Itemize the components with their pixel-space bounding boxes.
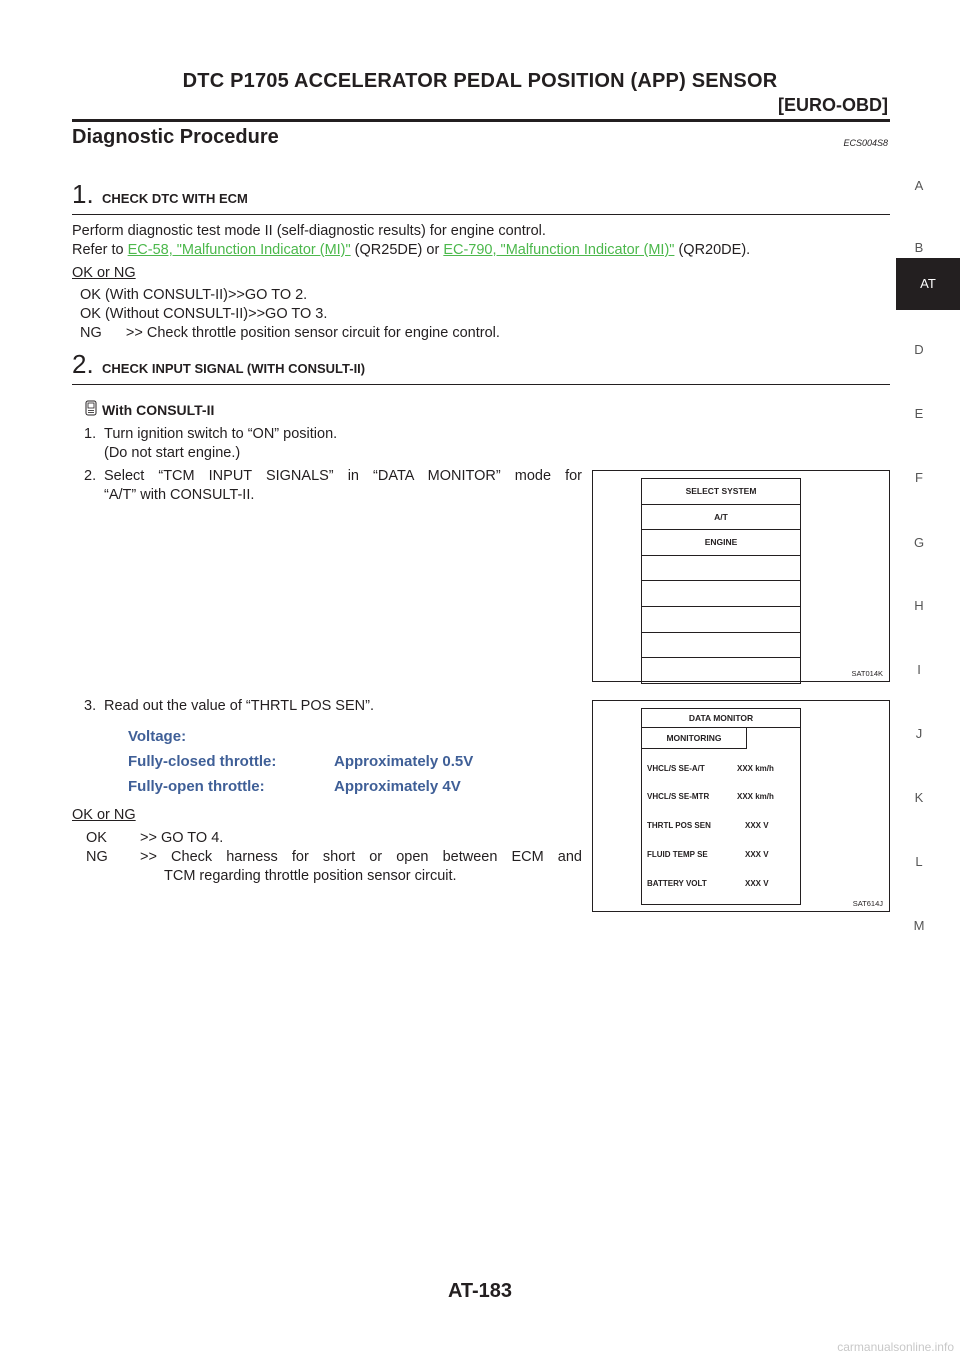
step-1-result-2: OK (Without CONSULT-II)>>GO TO 3. [80,306,328,322]
consult-icon [84,400,98,421]
with-consult-label: With CONSULT-II [102,402,215,418]
item-1-text-a: Turn ignition switch to “ON” position. [104,426,338,442]
menu-row-empty [642,633,800,659]
monitor-row [647,792,774,801]
step-2-ok-code: OK [86,830,107,846]
step-1-instruction: Perform diagnostic test mode II (self-diagnostic results) for engine control. [72,223,546,239]
figure-select-system [592,470,890,682]
item-2-number: 2. [84,468,97,484]
side-index-f[interactable]: F [915,470,923,485]
menu-row-title: SELECT SYSTEM [642,479,800,505]
menu-row-empty [642,556,800,582]
spec-voltage-label: Voltage: [128,728,187,745]
section-title: Diagnostic Procedure [72,126,279,148]
step-2-ok-ng: OK or NG [72,807,136,823]
page-header-title: DTC P1705 ACCELERATOR PEDAL POSITION (APP) SENSOR [182,70,778,92]
monitor-row-name: VHCL/S SE-A/T [647,764,705,773]
item-2-text-b: “A/T” with CONSULT-II. [104,487,255,503]
monitor-row-value: XXX V [745,879,769,888]
figure-1-code: SAT014K [851,669,883,678]
side-index-j[interactable]: J [915,726,923,741]
monitor-row-name: FLUID TEMP SE [647,850,708,859]
menu-row-at: A/T [642,505,800,531]
monitor-row [647,764,774,773]
menu-row-empty [642,658,800,683]
step-2-ng-code: NG [86,849,108,865]
ref-prefix: Refer to [72,242,128,258]
spec-open-label: Fully-open throttle: [128,778,265,795]
side-index-at[interactable]: AT [896,258,960,310]
monitor-row-name: THRTL POS SEN [647,821,711,830]
page-number: AT-183 [447,1280,513,1302]
monitoring-label: MONITORING [642,728,747,749]
step-2-heading [72,348,890,385]
monitor-row-value: XXX km/h [737,792,774,801]
step-2-ng-text-b: TCM regarding throttle position sensor circuit. [164,868,457,884]
link-ec-58[interactable]: EC-58, "Malfunction Indicator (MI)" [127,242,351,258]
select-system-menu [641,478,801,684]
menu-row-engine: ENGINE [642,530,800,556]
step-2-ok-text: >> GO TO 4. [140,830,224,846]
item-1-number: 1. [84,426,97,442]
side-index-l[interactable]: L [915,854,923,869]
monitor-row [647,821,769,830]
spec-open-value: Approximately 4V [334,778,461,795]
item-3-number: 3. [84,698,97,714]
monitor-row-value: XXX km/h [737,764,774,773]
menu-row-empty [642,581,800,607]
data-monitor-screen [641,708,801,905]
figure-data-monitor [592,700,890,912]
side-index-i[interactable]: I [917,662,921,677]
spec-closed-label: Fully-closed throttle: [128,753,277,770]
step-1-title: CHECK DTC WITH ECM [102,191,248,206]
item-1-text-b: (Do not start engine.) [104,445,241,461]
step-1-result-1: OK (With CONSULT-II)>>GO TO 2. [80,287,308,303]
header-rule [72,119,890,122]
figure-2-code: SAT614J [852,899,883,908]
side-index-g[interactable]: G [913,535,925,550]
step-2-ng-text-a: >> Check harness for short or open between ECM and [140,849,582,865]
data-monitor-head: DATA MONITOR [642,709,800,728]
menu-row-empty [642,607,800,633]
step-2-title: CHECK INPUT SIGNAL (WITH CONSULT-II) [102,361,366,376]
monitor-row-name: VHCL/S SE-MTR [647,792,710,801]
link-ec-790[interactable]: EC-790, "Malfunction Indicator (MI)" [443,242,675,258]
step-1-result-3: NG >> Check throttle position sensor circuit for engine control. [80,325,500,341]
monitor-row [647,879,769,888]
side-index-h[interactable]: H [914,598,924,613]
side-index-b[interactable]: B [914,240,924,255]
monitor-row-name: BATTERY VOLT [647,879,707,888]
step-1-number: 1. [72,179,94,209]
side-index-k[interactable]: K [914,790,924,805]
ref-mid: (QR25DE) or [350,242,444,258]
step-1-heading [72,178,890,215]
section-code: ECS004S8 [843,138,888,148]
watermark: carmanualsonline.info [837,1340,954,1354]
item-2-text-a: Select “TCM INPUT SIGNALS” in “DATA MONITOR” mode for [104,468,582,484]
side-index-e[interactable]: E [914,406,924,421]
monitor-row-value: XXX V [745,821,769,830]
side-index-m[interactable]: M [913,918,925,933]
monitor-row-value: XXX V [745,850,769,859]
step-1-reference [72,241,750,260]
step-2-number: 2. [72,349,94,379]
monitor-row [647,850,769,859]
item-3-text: Read out the value of “THRTL POS SEN”. [104,698,374,714]
spec-closed-value: Approximately 0.5V [334,753,474,770]
step-1-ok-ng: OK or NG [72,265,136,281]
side-index-d[interactable]: D [914,342,924,357]
page-header-subtitle: [EURO-OBD] [778,95,888,115]
ref-suffix: (QR20DE). [674,242,751,258]
side-index-a[interactable]: A [914,178,924,193]
